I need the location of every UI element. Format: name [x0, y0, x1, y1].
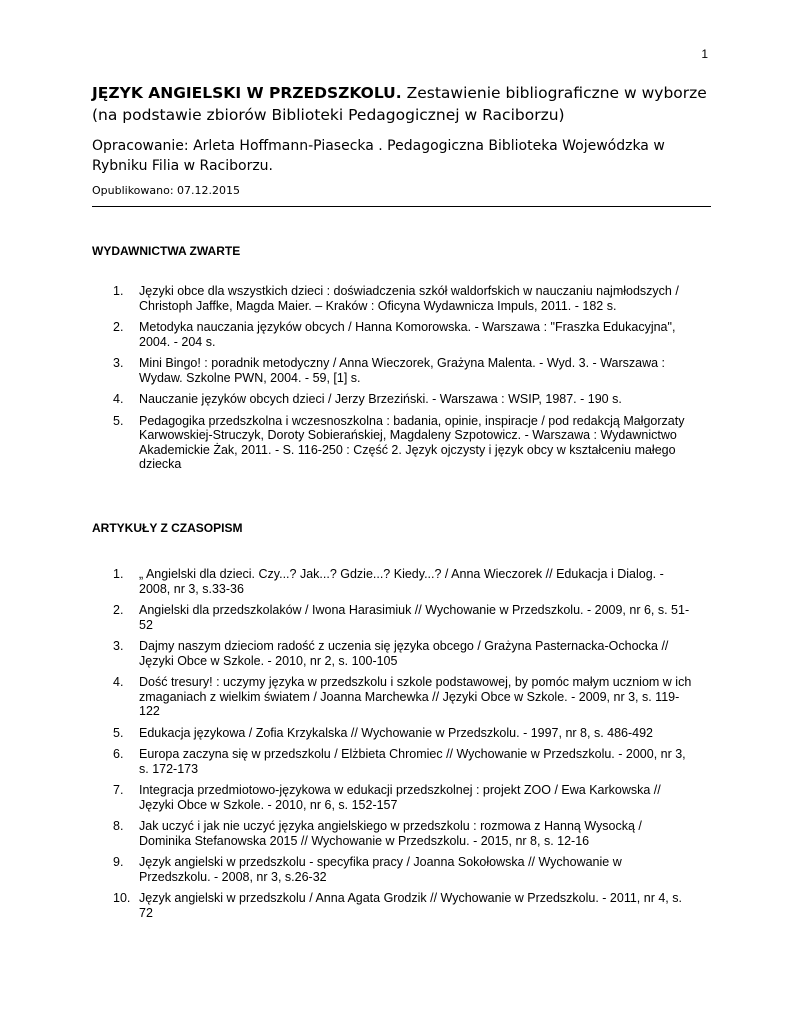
- list-item: [92, 747, 692, 776]
- section-heading-books: WYDAWNICTWA ZWARTE: [92, 244, 241, 258]
- document-title: [92, 82, 712, 126]
- document-header: [92, 82, 712, 197]
- list-item: [92, 603, 692, 632]
- section-heading-articles: ARTYKUŁY Z CZASOPISM: [92, 521, 243, 535]
- list-item-text: Jak uczyć i jak nie uczyć języka angielskiego w przedszkolu : rozmowa z Hanną Wysocką / Dominika Stefanowska 2015 // Wychowanie w Przedszkolu. - 2015, nr 8, s. 12-16: [139, 819, 642, 848]
- list-item-text: Dość tresury! : uczymy języka w przedszkolu i szkole podstawowej, by pomóc małym uczniom w ich zmaganiach z wielkim światem / Joanna Marchewka // Języki Obce w Szkole. - 2009, nr 3, s. 119-122: [139, 675, 692, 718]
- list-item-number: 2.: [113, 603, 124, 617]
- list-item-text: Pedagogika przedszkolna i wczesnoszkolna : badania, opinie, inspiracje / pod redakcją Małgorzaty Karwowskiej-Struczyk, Doroty Sobierańskiej, Magdaleny Szpotowicz. - Warszawa : Wydawnictwo Akademickie Żak, 2011. - S. 116-250 : Część 2. Język ojczysty i język obcy w kształceniu małego dziecka: [139, 413, 685, 471]
- list-item-text: Języki obce dla wszystkich dzieci : doświadczenia szkół waldorfskich w nauczaniu najmłodszych / Christoph Jaffke, Magda Maier. – Kraków : Oficyna Wydawnicza Impuls, 2011. - 182 s.: [139, 284, 679, 313]
- list-item: [92, 567, 692, 596]
- list-item-text: Edukacja językowa / Zofia Krzykalska // Wychowanie w Przedszkolu. - 1997, nr 8, s. 486-492: [139, 725, 654, 740]
- books-list: [92, 284, 692, 479]
- list-item-text: Europa zaczyna się w przedszkolu / Elżbieta Chromiec // Wychowanie w Przedszkolu. - 2000, nr 3, s. 172-173: [139, 747, 686, 776]
- list-item-text: Język angielski w przedszkolu / Anna Agata Grodzik // Wychowanie w Przedszkolu. - 2011, nr 4, s. 72: [139, 891, 682, 920]
- list-item-text: Metodyka nauczania języków obcych / Hanna Komorowska. - Warszawa : "Fraszka Edukacyjna", 2004. - 204 s.: [139, 320, 676, 349]
- list-item-number: 3.: [113, 639, 124, 653]
- list-item-number: 5.: [113, 725, 124, 740]
- list-item: [92, 819, 692, 848]
- list-item-text: Angielski dla przedszkolaków / Iwona Harasimiuk // Wychowanie w Przedszkolu. - 2009, nr 6, s. 51-52: [139, 603, 690, 632]
- list-item: [92, 356, 692, 385]
- list-item-number: 1.: [113, 284, 124, 298]
- page-number: 1: [701, 47, 708, 61]
- prepared-by: Opracowanie: Arleta Hoffmann-Piasecka . Pedagogiczna Biblioteka Wojewódzka w Rybniku Filia w Raciborzu.: [92, 138, 665, 174]
- list-item-number: 2.: [113, 320, 124, 334]
- list-item-number: 8.: [113, 819, 124, 833]
- list-item: [92, 675, 692, 719]
- list-item-text: Nauczanie języków obcych dzieci / Jerzy Brzeziński. - Warszawa : WSIP, 1987. - 190 s.: [139, 392, 622, 406]
- title-rest-part: Zestawienie bibliograficzne w wyborze (na podstawie zbiorów Biblioteki Pedagogicznej w Raciborzu): [92, 84, 707, 124]
- list-item-number: 1.: [113, 567, 124, 581]
- list-item-text: Dajmy naszym dzieciom radość z uczenia się języka obcego / Grażyna Pasternacka-Ochocka // Języki Obce w Szkole. - 2010, nr 2, s. 100-105: [139, 639, 669, 668]
- list-item-number: 3.: [113, 356, 124, 370]
- list-item: [92, 320, 692, 349]
- list-item-number: 10.: [113, 891, 131, 905]
- list-item-text: Język angielski w przedszkolu - specyfika pracy / Joanna Sokołowska // Wychowanie w Przedszkolu. - 2008, nr 3, s.26-32: [139, 855, 622, 884]
- list-item-text: Mini Bingo! : poradnik metodyczny / Anna Wieczorek, Grażyna Malenta. - Wyd. 3. - Warszawa : Wydaw. Szkolne PWN, 2004. - 59, [1] s.: [139, 356, 666, 385]
- title-bold-part: JĘZYK ANGIELSKI W PRZEDSZKOLU.: [92, 84, 402, 102]
- list-item-number: 9.: [113, 855, 124, 869]
- articles-list: [92, 567, 692, 927]
- list-item-text: Integracja przedmiotowo-językowa w edukacji przedszkolnej : projekt ZOO / Ewa Karkowska // Języki Obce w Szkole. - 2010, nr 6, s. 152-157: [139, 783, 661, 812]
- list-item: [92, 392, 692, 407]
- list-item: [92, 726, 692, 741]
- header-divider: [92, 206, 711, 207]
- published-date: Opublikowano: 07.12.2015: [92, 184, 241, 197]
- list-item: [92, 284, 692, 313]
- list-item: [92, 855, 692, 884]
- list-item-number: 4.: [113, 675, 124, 689]
- list-item-number: 6.: [113, 747, 124, 761]
- list-item: [92, 783, 692, 812]
- list-item: [92, 414, 692, 472]
- list-item: [92, 891, 692, 920]
- list-item-number: 7.: [113, 783, 124, 797]
- list-item: [92, 639, 692, 668]
- list-item-number: 4.: [113, 392, 124, 406]
- list-item-number: 5.: [113, 413, 124, 428]
- list-item-text: „ Angielski dla dzieci. Czy...? Jak...? Gdzie...? Kiedy...? / Anna Wieczorek // Edukacja i Dialog. - 2008, nr 3, s.33-36: [139, 567, 664, 596]
